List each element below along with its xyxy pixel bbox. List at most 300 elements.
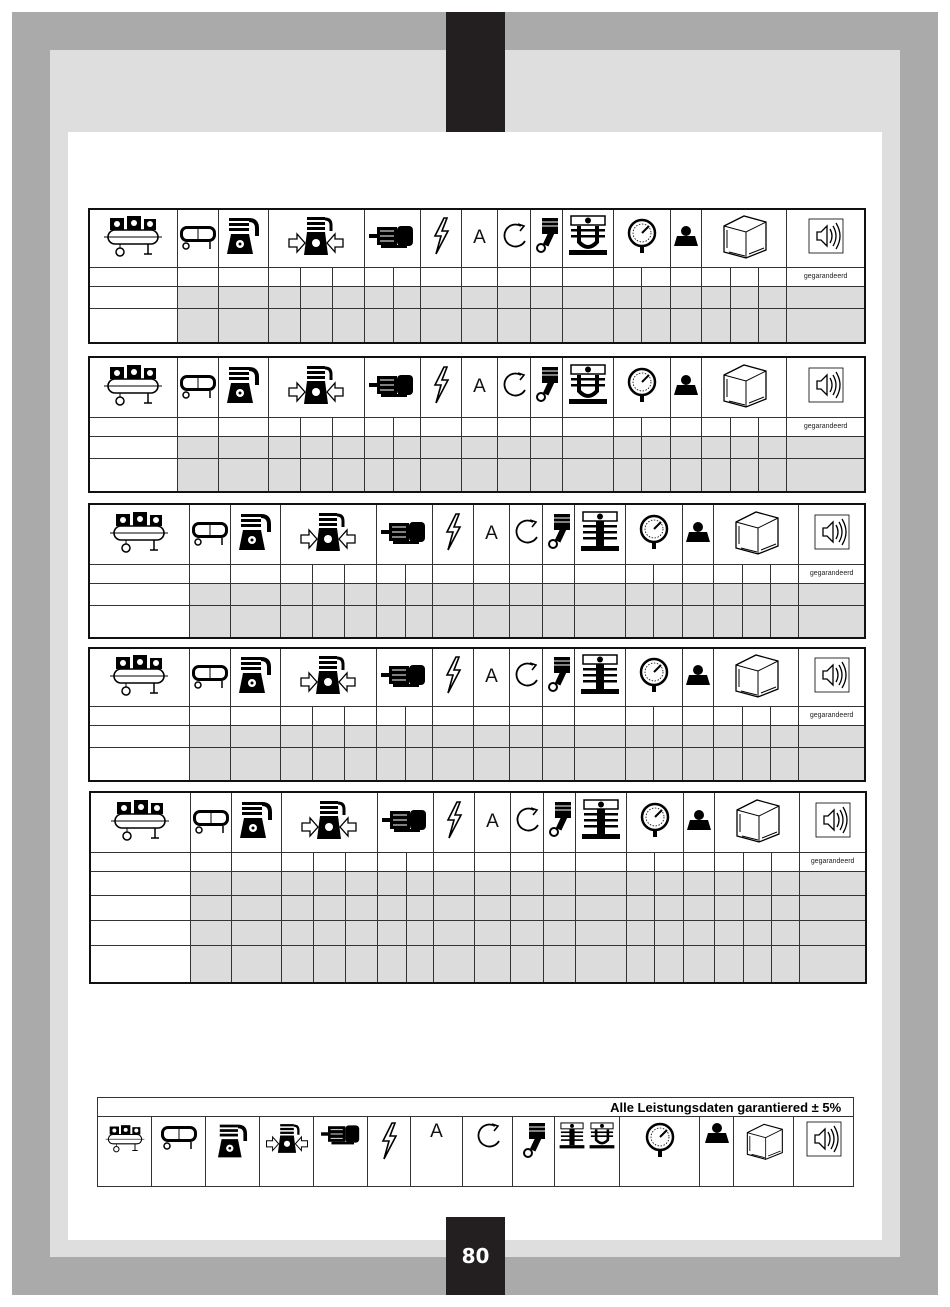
icon-cell [543,504,575,564]
value-cell [432,583,473,605]
unit-cell [177,417,218,436]
value-cell [731,458,759,492]
dimensions-icon [731,651,781,703]
value-cell [800,896,866,921]
pump-icon [237,653,273,701]
unit-cell [281,852,313,871]
unit-cell [684,852,715,871]
value-cell [268,286,300,309]
unit-cell [702,417,731,436]
model-cell [89,286,177,309]
icon-cell [230,504,280,564]
motor-icon [379,660,429,694]
icon-cell [189,504,230,564]
value-cell [312,583,344,605]
icon-header-row [89,648,865,706]
unit-cell [300,267,332,286]
model-cell [90,946,190,983]
value-cell [344,605,376,638]
value-cell [684,871,715,896]
table-row [89,436,865,458]
icon-cell [177,209,218,267]
value-cell [432,605,473,638]
value-cell [799,725,865,747]
value-cell [313,871,345,896]
voltage-icon [430,216,452,260]
unit-cell [715,852,744,871]
tank-icon [190,660,230,694]
value-cell [300,309,332,343]
model-cell [89,583,189,605]
pump-icon [225,214,261,262]
value-cell [230,583,280,605]
unit-cell [89,564,189,583]
sound-icon [815,802,851,842]
unit-cell [731,417,759,436]
table-row [90,946,866,983]
value-cell [799,605,865,638]
unit-cell [575,564,626,583]
legend-icon-cell [700,1117,734,1187]
value-cell [787,436,865,458]
icon-cell [563,357,614,417]
spec-table [88,208,866,344]
value-cell [461,309,497,343]
tank-icon [178,370,218,404]
unit-row [90,852,866,871]
cylinder-icon [578,798,624,846]
value-cell [576,871,627,896]
value-cell [300,436,332,458]
value-cell [543,725,575,747]
value-cell [787,458,865,492]
legend-icon-cell [260,1117,314,1187]
value-cell [759,286,787,309]
unit-cell [218,417,268,436]
value-cell [280,747,312,781]
value-cell [376,747,405,781]
value-cell [376,605,405,638]
unit-cell [89,267,177,286]
legend-icon-cell [98,1117,152,1187]
value-cell [576,896,627,921]
value-cell [189,747,230,781]
value-cell [406,921,433,946]
motor-icon [367,370,417,404]
motor-icon [367,221,417,255]
icon-cell [89,648,189,706]
unit-cell [771,706,799,725]
value-cell [313,946,345,983]
value-cell [405,725,432,747]
value-cell [744,871,772,896]
air-intake-icon [265,1121,309,1160]
icon-cell [218,357,268,417]
icon-header-row [89,504,865,564]
value-cell [218,458,268,492]
unit-cell [432,564,473,583]
value-cell [627,921,655,946]
unit-cell [626,564,654,583]
unit-cell [376,706,405,725]
unit-cell [377,852,406,871]
table-row [89,286,865,309]
value-cell [377,946,406,983]
value-cell [714,605,743,638]
motor-icon [380,805,430,839]
unit-cell [230,706,280,725]
pump-icon [237,510,273,558]
ampere-icon: A [486,811,499,833]
unit-cell [189,706,230,725]
icon-cell [626,648,683,706]
unit-cell [683,706,714,725]
value-cell [345,871,377,896]
unit-cell [376,564,405,583]
legend-icon-cell [152,1117,206,1187]
unit-cell [332,417,364,436]
value-cell [432,725,473,747]
icon-cell [614,209,671,267]
value-cell [281,921,313,946]
value-cell [800,946,866,983]
value-cell [218,436,268,458]
model-cell [89,605,189,638]
guarantee-label: gegarandeerd [799,564,865,583]
unit-cell [771,564,799,583]
value-cell [683,725,714,747]
unit-cell [759,267,787,286]
unit-cell [405,706,432,725]
value-cell [627,896,655,921]
value-cell [189,583,230,605]
icon-cell [177,357,218,417]
weight-icon [704,1121,730,1149]
guarantee-label: gegarandeerd [799,706,865,725]
value-cell [218,309,268,343]
legend-icon-cell [794,1117,854,1187]
icon-cell [376,504,432,564]
value-cell [576,921,627,946]
value-cell [759,436,787,458]
value-cell [300,286,332,309]
value-cell [772,896,800,921]
icon-cell [420,357,461,417]
unit-cell [627,852,655,871]
unit-cell [344,706,376,725]
value-cell [655,946,684,983]
unit-cell [743,706,771,725]
icon-cell [702,209,787,267]
unit-cell [671,417,702,436]
legend-icon-cell [206,1117,260,1187]
unit-cell [420,267,461,286]
rotation-icon [511,660,541,694]
unit-cell [575,706,626,725]
value-cell [509,605,542,638]
value-cell [702,436,731,458]
value-cell [312,725,344,747]
value-cell [376,725,405,747]
value-cell [627,871,655,896]
pressure-gauge-icon [638,801,672,843]
unit-cell [509,564,542,583]
air-intake-icon [300,797,358,847]
unit-cell [544,852,576,871]
voltage-icon [443,800,465,844]
value-cell [702,286,731,309]
value-cell [376,583,405,605]
value-cell [364,458,393,492]
voltage-icon [442,512,464,556]
unit-cell [614,267,642,286]
icon-cell [280,504,376,564]
value-cell [190,871,231,896]
unit-cell [531,417,563,436]
value-cell [655,871,684,896]
icon-cell [575,504,626,564]
value-cell [563,309,614,343]
icon-cell [714,504,799,564]
value-cell [474,946,510,983]
ampere-icon: A [473,227,486,249]
ampere-icon: A [485,523,498,545]
model-cell [89,458,177,492]
value-cell [420,309,461,343]
value-cell [420,286,461,309]
value-cell [576,946,627,983]
value-cell [230,725,280,747]
value-cell [281,871,313,896]
model-cell [90,871,190,896]
model-cell [90,896,190,921]
guarantee-label: gegarandeerd [787,417,865,436]
table-row [89,747,865,781]
value-cell [405,605,432,638]
value-cell [268,458,300,492]
value-cell [461,286,497,309]
icon-cell [268,357,364,417]
unit-cell [393,267,420,286]
unit-cell [332,267,364,286]
icon-cell [364,209,420,267]
value-cell [563,286,614,309]
u-cylinder-icon [565,363,611,411]
value-cell [614,458,642,492]
tank-icon [191,805,231,839]
unit-cell [312,564,344,583]
dimensions-icon [743,1121,785,1165]
value-cell [544,896,576,921]
value-cell [772,921,800,946]
icon-cell [576,792,627,852]
value-cell [702,458,731,492]
value-cell [377,896,406,921]
icon-cell [683,504,714,564]
piston-icon [534,216,560,260]
value-cell [787,286,865,309]
value-cell [563,458,614,492]
value-cell [543,583,575,605]
unit-cell [626,706,654,725]
icon-cell [509,648,542,706]
value-cell [280,605,312,638]
icon-cell [684,792,715,852]
unit-cell [90,852,190,871]
unit-cell [563,417,614,436]
legend-icon-cell [463,1117,513,1187]
value-cell [231,921,281,946]
spec-table [88,356,866,493]
unit-cell [268,417,300,436]
value-cell [189,605,230,638]
value-cell [332,436,364,458]
value-cell [433,921,474,946]
weight-icon [685,520,711,548]
piston-icon [521,1121,547,1165]
icon-cell [473,648,509,706]
icon-cell [268,209,364,267]
value-cell [799,747,865,781]
ampere-icon: A [485,666,498,688]
pressure-gauge-icon [625,366,659,408]
icon-cell [432,648,473,706]
unit-cell [576,852,627,871]
unit-cell [433,852,474,871]
value-cell [744,946,772,983]
value-cell [190,921,231,946]
unit-cell [744,852,772,871]
icon-cell [364,357,420,417]
icon-cell [461,209,497,267]
rotation-icon [511,517,541,551]
value-cell [281,896,313,921]
unit-cell [406,852,433,871]
unit-cell [671,267,702,286]
unit-cell [89,706,189,725]
icon-cell [800,792,866,852]
unit-cell [268,267,300,286]
value-cell [544,921,576,946]
compressor-icon [103,1121,147,1160]
value-cell [627,946,655,983]
value-cell [461,458,497,492]
unit-cell [420,417,461,436]
value-cell [332,309,364,343]
unit-cell [743,564,771,583]
value-cell [575,583,626,605]
value-cell [731,309,759,343]
unit-cell [642,267,671,286]
value-cell [231,946,281,983]
cylinder-icon [577,653,623,701]
unit-cell [714,706,743,725]
value-cell [743,583,771,605]
unit-cell [655,852,684,871]
rotation-icon [499,221,529,255]
icon-header-row [89,209,865,267]
value-cell [405,747,432,781]
icon-cell [189,648,230,706]
unit-cell [473,564,509,583]
value-cell [771,583,799,605]
value-cell [743,605,771,638]
value-cell [731,286,759,309]
unit-cell [89,417,177,436]
icon-cell [787,357,865,417]
value-cell [420,436,461,458]
value-cell [190,946,231,983]
value-cell [509,747,542,781]
value-cell [510,896,543,921]
value-cell [684,896,715,921]
icon-cell [230,648,280,706]
model-cell [89,725,189,747]
value-cell [433,946,474,983]
table-row [90,896,866,921]
icon-cell [461,357,497,417]
icon-cell [89,209,177,267]
value-cell [800,921,866,946]
unit-cell [280,706,312,725]
dimensions-icon [719,212,769,264]
value-cell [393,286,420,309]
value-cell [177,286,218,309]
icon-cell [497,357,530,417]
icon-cell [89,357,177,417]
value-cell [364,309,393,343]
legend-icon-cell [555,1117,620,1187]
value-cell [654,747,683,781]
value-cell [231,896,281,921]
value-cell [509,583,542,605]
value-cell [642,309,671,343]
value-cell [614,309,642,343]
value-cell [771,605,799,638]
value-cell [433,896,474,921]
icon-cell [89,504,189,564]
unit-cell [510,852,543,871]
table-row [89,725,865,747]
value-cell [332,286,364,309]
table-row [89,458,865,492]
value-cell [543,605,575,638]
value-cell [432,747,473,781]
value-cell [715,946,744,983]
unit-cell [654,706,683,725]
sound-icon [814,514,850,554]
voltage-icon [378,1121,400,1165]
table-row [90,871,866,896]
pump-icon [216,1121,249,1165]
air-intake-icon [299,652,357,702]
value-cell [702,309,731,343]
value-cell [190,896,231,921]
value-cell [364,436,393,458]
compressor-icon [107,794,173,850]
value-cell [497,436,530,458]
value-cell [654,605,683,638]
legend-icon-cell [368,1117,411,1187]
legend-table [97,1097,854,1187]
unit-cell [393,417,420,436]
pressure-gauge-icon [637,513,671,555]
icon-cell [281,792,377,852]
value-cell [731,436,759,458]
value-cell [497,458,530,492]
table-row [90,921,866,946]
value-cell [626,747,654,781]
